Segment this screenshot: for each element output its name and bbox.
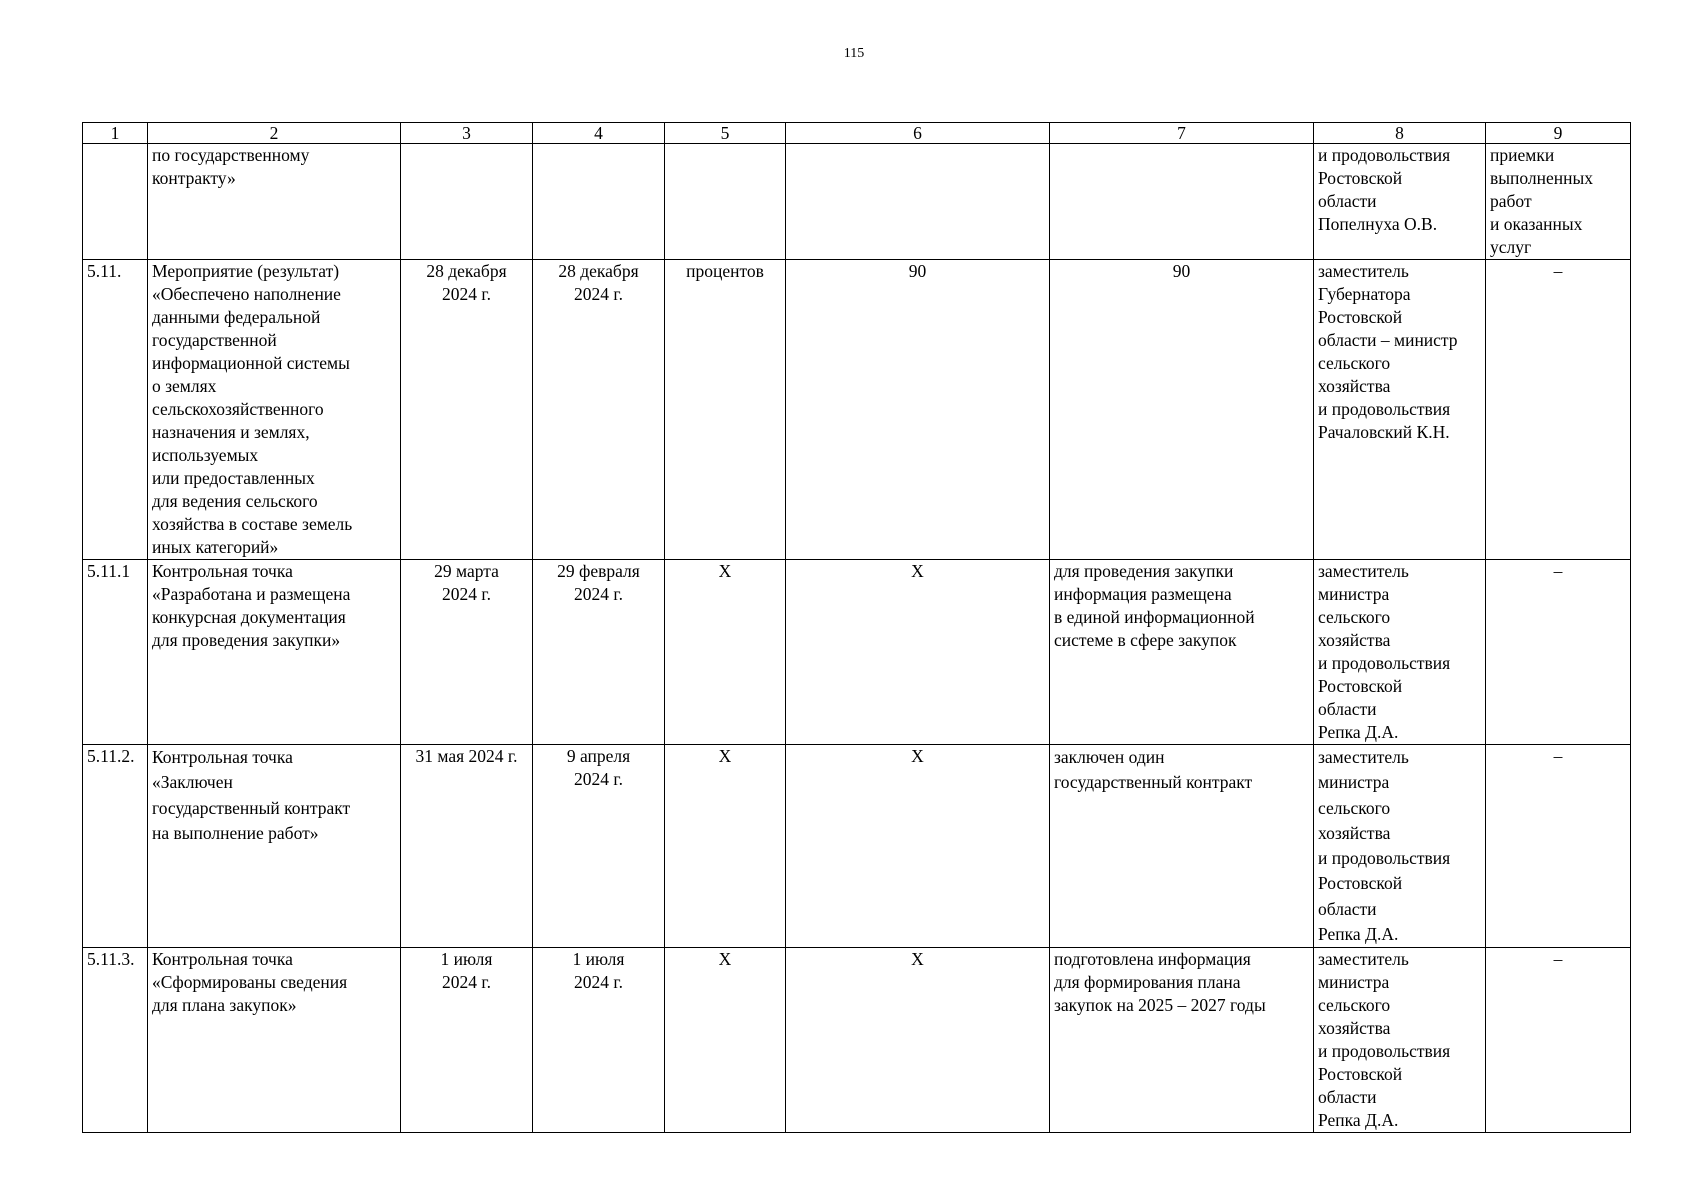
column-number: 1 bbox=[83, 123, 148, 144]
cell-col5: процентов bbox=[665, 260, 786, 560]
cell-col4: 1 июля 2024 г. bbox=[533, 948, 665, 1133]
responsible-person: заместитель министра сельского хозяйства и продовольствия Ростовской области Репка Д.А. bbox=[1314, 948, 1486, 1133]
cell-col5: Х bbox=[665, 560, 786, 745]
row-name: Контрольная точка «Сформированы сведения для плана закупок» bbox=[148, 948, 401, 1133]
cell-col3 bbox=[401, 144, 533, 260]
cell-col9: – bbox=[1486, 260, 1631, 560]
table-row bbox=[83, 745, 1631, 948]
cell-col4 bbox=[533, 144, 665, 260]
responsible-person: и продовольствия Ростовской области Попелнуха О.В. bbox=[1314, 144, 1486, 260]
column-number: 8 bbox=[1314, 123, 1486, 144]
responsible-person: заместитель министра сельского хозяйства и продовольствия Ростовской области Репка Д.А. bbox=[1314, 560, 1486, 745]
column-number: 7 bbox=[1050, 123, 1314, 144]
cell-col7: подготовлена информация для формирования плана закупок на 2025 – 2027 годы bbox=[1050, 948, 1314, 1133]
row-name: Контрольная точка «Разработана и размещена конкурсная документация для проведения закупки» bbox=[148, 560, 401, 745]
plan-table bbox=[82, 122, 1631, 1133]
cell-col6: 90 bbox=[786, 260, 1050, 560]
row-number: 5.11.1 bbox=[83, 560, 148, 745]
cell-col6: Х bbox=[786, 560, 1050, 745]
row-name: по государственному контракту» bbox=[148, 144, 401, 260]
column-number: 4 bbox=[533, 123, 665, 144]
cell-col9: – bbox=[1486, 560, 1631, 745]
cell-col4: 9 апреля 2024 г. bbox=[533, 745, 665, 948]
responsible-person: заместитель Губернатора Ростовской области – министр сельского хозяйства и продовольствия Рачаловский К.Н. bbox=[1314, 260, 1486, 560]
cell-col5: Х bbox=[665, 948, 786, 1133]
cell-col5 bbox=[665, 144, 786, 260]
cell-col7: заключен один государственный контракт bbox=[1050, 745, 1314, 948]
cell-col6: Х bbox=[786, 948, 1050, 1133]
cell-col3: 28 декабря 2024 г. bbox=[401, 260, 533, 560]
cell-col9: приемки выполненных работ и оказанных услуг bbox=[1486, 144, 1631, 260]
table-row bbox=[83, 948, 1631, 1133]
table-row bbox=[83, 260, 1631, 560]
column-number: 5 bbox=[665, 123, 786, 144]
row-name: Контрольная точка «Заключен государственный контракт на выполнение работ» bbox=[148, 745, 401, 948]
cell-col7 bbox=[1050, 144, 1314, 260]
cell-col4: 28 декабря 2024 г. bbox=[533, 260, 665, 560]
column-number: 2 bbox=[148, 123, 401, 144]
column-number: 3 bbox=[401, 123, 533, 144]
column-number-row bbox=[83, 123, 1631, 144]
column-number: 6 bbox=[786, 123, 1050, 144]
cell-col3: 1 июля 2024 г. bbox=[401, 948, 533, 1133]
cell-col9: – bbox=[1486, 948, 1631, 1133]
row-name: Мероприятие (результат) «Обеспечено наполнение данными федеральной государственной информационной системы о землях сельскохозяйственного назначения и землях, используемых или предоставленных для ведения сельского хозяйства в составе земель иных категорий» bbox=[148, 260, 401, 560]
row-number: 5.11. bbox=[83, 260, 148, 560]
table-row bbox=[83, 144, 1631, 260]
cell-col5: Х bbox=[665, 745, 786, 948]
responsible-person: заместитель министра сельского хозяйства и продовольствия Ростовской области Репка Д.А. bbox=[1314, 745, 1486, 948]
cell-col6 bbox=[786, 144, 1050, 260]
cell-col3: 29 марта 2024 г. bbox=[401, 560, 533, 745]
page-number: 115 bbox=[843, 46, 865, 61]
row-number: 5.11.2. bbox=[83, 745, 148, 948]
cell-col4: 29 февраля 2024 г. bbox=[533, 560, 665, 745]
row-number: 5.11.3. bbox=[83, 948, 148, 1133]
table-row bbox=[83, 560, 1631, 745]
cell-col3: 31 мая 2024 г. bbox=[401, 745, 533, 948]
cell-col7: 90 bbox=[1050, 260, 1314, 560]
cell-col9: – bbox=[1486, 745, 1631, 948]
cell-col7: для проведения закупки информация размещена в единой информационной системе в сфере закупок bbox=[1050, 560, 1314, 745]
column-number: 9 bbox=[1486, 123, 1631, 144]
row-number bbox=[83, 144, 148, 260]
cell-col6: Х bbox=[786, 745, 1050, 948]
